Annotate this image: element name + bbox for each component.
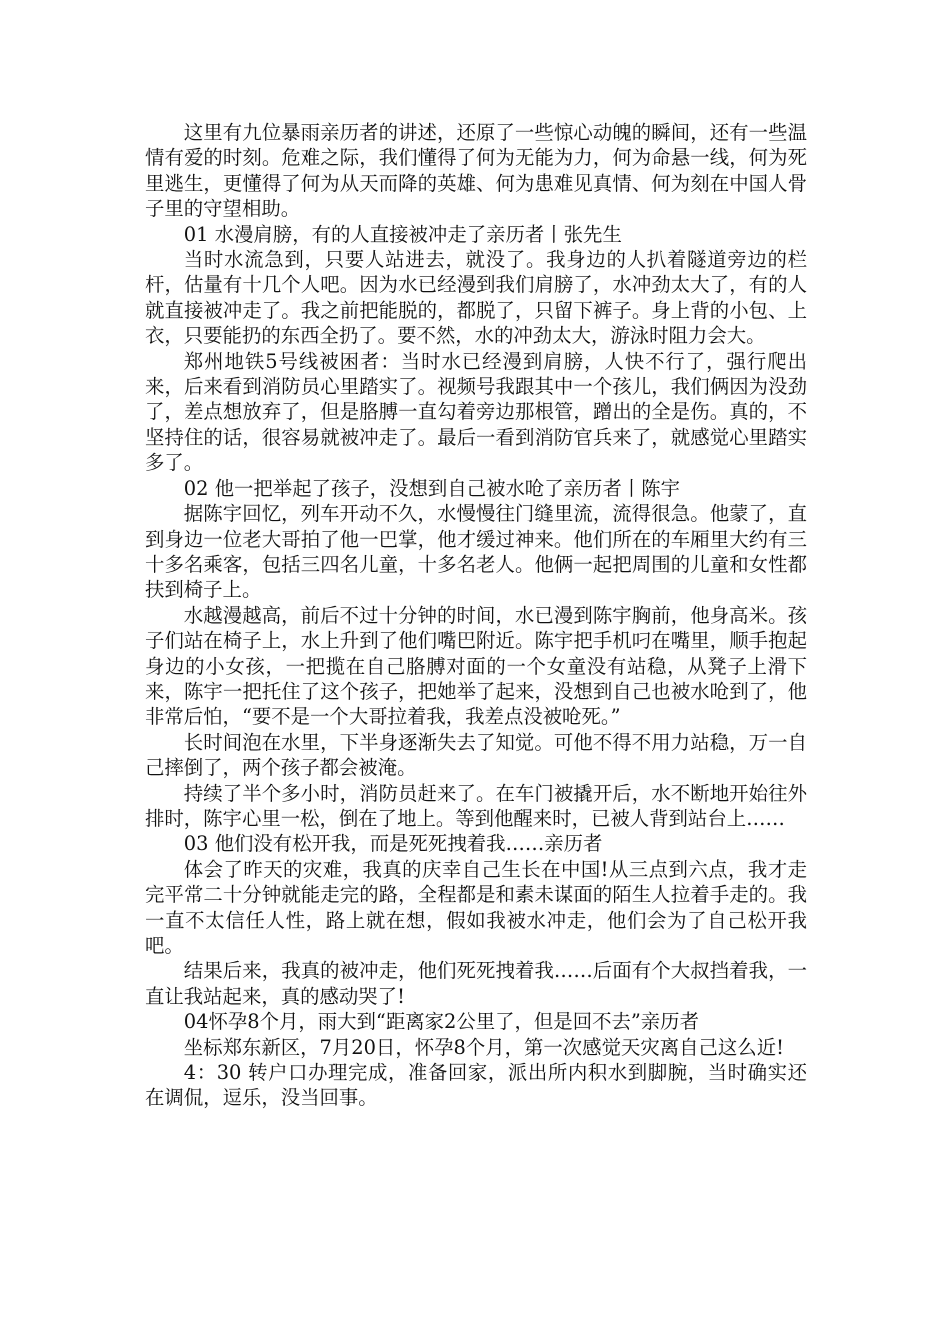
section-04-paragraph-1: 坐标郑东新区，7月20日，怀孕8个月，第一次感觉天灾离自己这么近! [183,1035,784,1059]
section-02-paragraph-3: 长时间泡在水里，下半身逐渐失去了知觉。可他不得不用力站稳，万一自己摔倒了，两个孩子都会被淹。 [145,730,807,780]
section-04-heading: 04怀孕8个月，雨大到“距离家2公里了，但是回不去”亲历者 [183,1010,699,1034]
section-03-paragraph-2: 结果后来，我真的被冲走，他们死死拽着我……后面有个大叔挡着我，一直让我站起来，真的感动哭了! [145,959,807,1008]
section-01-heading: 01 水漫肩膀，有的人直接被冲走了亲历者丨张先生 [183,222,622,246]
section-02-paragraph-2: 水越漫越高，前后不过十分钟的时间，水已漫到陈宇胸前，他身高米。孩子们站在椅子上，水上升到了他们嘴巴附近。陈宇把手机叼在嘴里，顺手抱起身边的小女孩，一把揽在自己胳膊对面的一个女童没有站稳，从凳子上滑下来，陈宇一把托住了这个孩子，把她举了起来，没想到自己也被水呛到了，他非常后怕，“要不是一个大哥拉着我，我差点没被呛死。” [145,603,807,729]
document-page [145,120,807,1111]
section-02-paragraph-1: 据陈宇回忆，列车开动不久，水慢慢往门缝里流，流得很急。他蒙了，直到身边一位老大哥拍了他一巴掌，他才缓过神来。他们所在的车厢里大约有三十多名乘客，包括三四名儿童，十多名老人。他俩一起把周围的儿童和女性都扶到椅子上。 [145,502,807,602]
section-03-heading: 03 他们没有松开我，而是死死拽着我……亲历者 [183,832,603,856]
section-02-paragraph-4: 持续了半个多小时，消防员赶来了。在车门被撬开后，水不断地开始往外排时，陈宇心里一松，倒在了地上。等到他醒来时，已被人背到站台上…… [145,781,807,830]
section-04-paragraph-2: 4：30 转户口办理完成，准备回家，派出所内积水到脚腕，当时确实还在调侃，逗乐，没当回事。 [145,1061,807,1110]
section-01-paragraph-1: 当时水流急到，只要人站进去，就没了。我身边的人扒着隧道旁边的栏杆，估量有十几个人吧。因为水已经漫到我们肩膀了，水冲劲太大了，有的人就直接被冲走了。我之前把能脱的，都脱了，只留下裤子。身上背的小包、上衣，只要能扔的东西全扔了。要不然，水的冲劲太大，游泳时阻力会大。 [145,248,807,348]
section-02-heading: 02 他一把举起了孩子，没想到自己被水呛了亲历者丨陈宇 [183,476,681,500]
section-03-paragraph-1: 体会了昨天的灾难，我真的庆幸自己生长在中国!从三点到六点，我才走完平常二十分钟就能走完的路，全程都是和素未谋面的陌生人拉着手走的。我一直不太信任人性，路上就在想，假如我被水冲走，他们会为了自己松开我吧。 [145,857,807,957]
intro-paragraph: 这里有九位暴雨亲历者的讲述，还原了一些惊心动魄的瞬间，还有一些温情有爱的时刻。危难之际，我们懂得了何为无能为力，何为命悬一线，何为死里逃生，更懂得了何为从天而降的英雄、何为患难见真情、何为刻在中国人骨子里的守望相助。 [145,121,807,221]
section-01-paragraph-2: 郑州地铁5号线被困者：当时水已经漫到肩膀，人快不行了，强行爬出来，后来看到消防员心里踏实了。视频号我跟其中一个孩儿，我们俩因为没劲了，差点想放弃了，但是胳膊一直勾着旁边那根管，蹭出的全是伤。真的，不坚持住的话，很容易就被冲走了。最后一看到消防官兵来了，就感觉心里踏实多了。 [145,349,807,475]
